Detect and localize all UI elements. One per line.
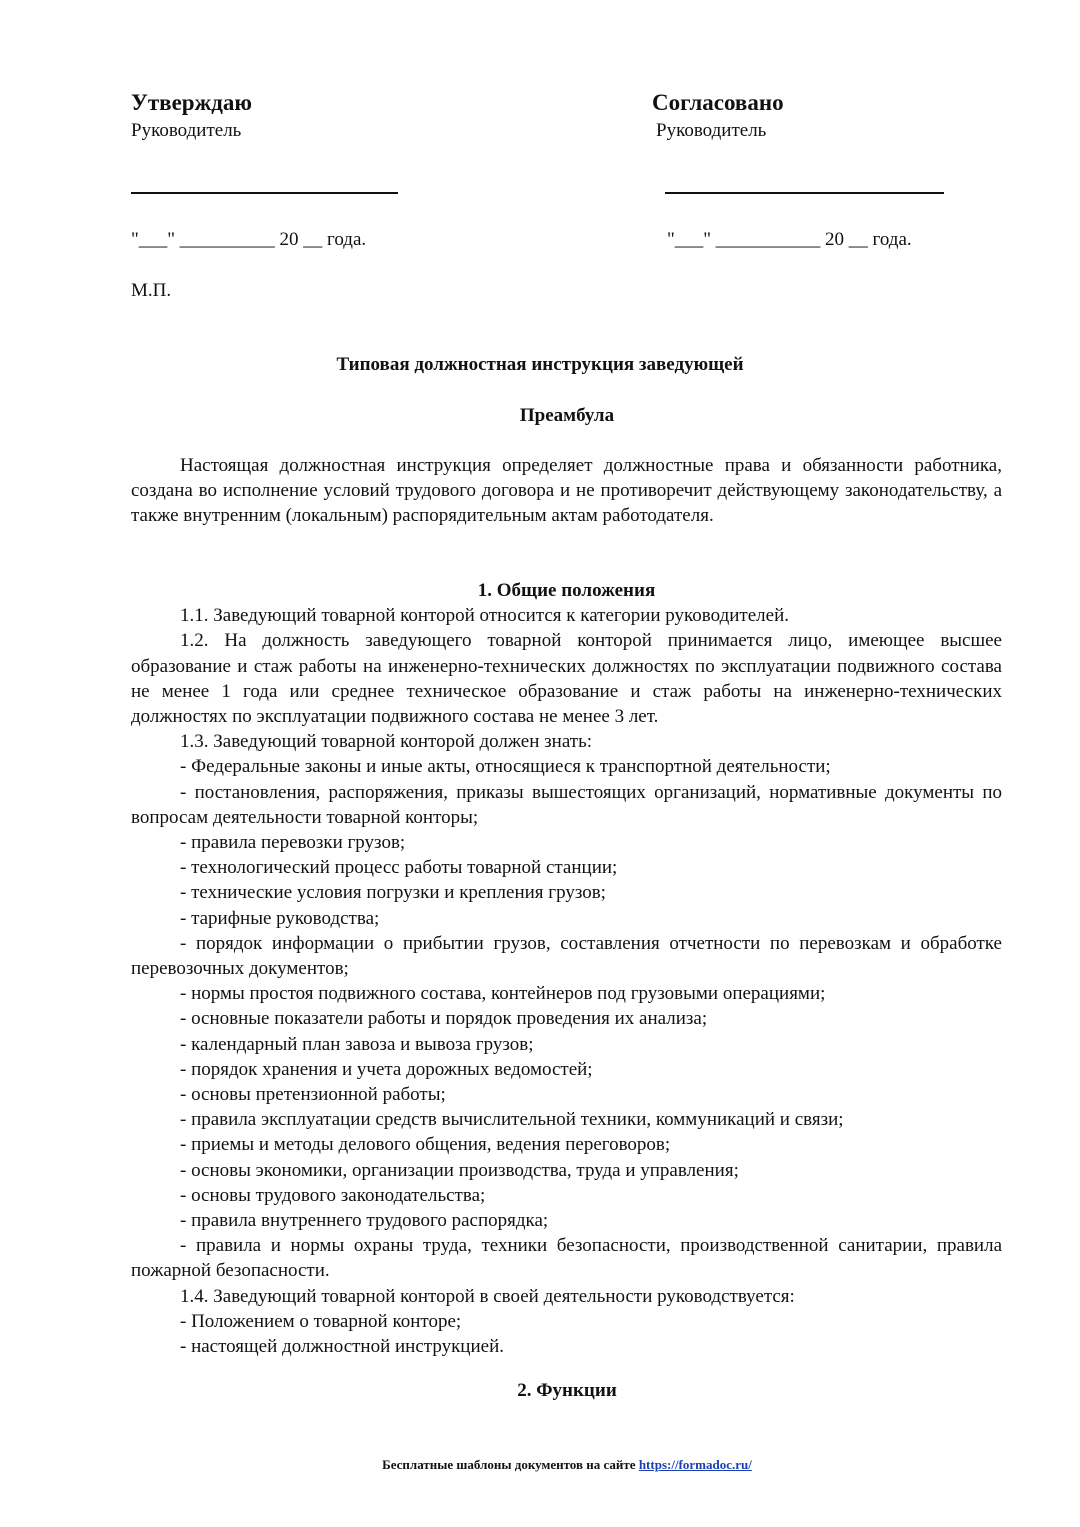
section-1-heading: 1. Общие положения [477, 580, 656, 601]
list-item: - правила эксплуатации средств вычислительной техники, коммуникаций и связи; [180, 1109, 844, 1131]
section-2-heading: 2. Функции [517, 1380, 617, 1401]
list-item: - правила и нормы охраны труда, техники безопасности, производственной санитарии, правила пожарной безопасности. [131, 1235, 1002, 1282]
list-item: - Положением о товарной конторе; [180, 1310, 462, 1332]
list-item: - правила перевозки грузов; [180, 832, 406, 854]
preamble-block [131, 453, 1002, 529]
list-item: - основы претензионной работы; [180, 1084, 446, 1106]
list-item: - приемы и методы делового общения, ведения переговоров; [180, 1134, 671, 1156]
clause-1-1: 1.1. Заведующий товарной конторой относится к категории руководителей. [180, 605, 789, 627]
clause-1-3: 1.3. Заведующий товарной конторой должен знать: [180, 731, 593, 753]
list-item: - Федеральные законы и иные акты, относящиеся к транспортной деятельности; [180, 756, 831, 778]
list-item: - порядок хранения и учета дорожных ведомостей; [180, 1058, 593, 1080]
agree-role: Руководитель [656, 120, 767, 141]
approve-role: Руководитель [131, 120, 242, 141]
preamble-paragraph: Настоящая должностная инструкция определяет должностные права и обязанности работника, создана во исполнение условий трудового договора и не противоречит действующему законодательству, а также внутренним (локальным) распорядительным актам работодателя. [131, 455, 1002, 527]
stamp-label: М.П. [131, 280, 172, 301]
clause-1-4: 1.4. Заведующий товарной конторой в своей деятельности руководствуется: [180, 1285, 795, 1307]
agree-title: Согласовано [652, 90, 784, 115]
list-item: - технологический процесс работы товарной станции; [180, 857, 618, 879]
approve-signature-line [131, 192, 398, 194]
list-item: - календарный план завоза и вывоза грузов; [180, 1033, 534, 1055]
list-item: - тарифные руководства; [180, 907, 380, 929]
list-item: - основы экономики, организации производства, труда и управления; [180, 1159, 739, 1181]
agree-date: "___" ___________ 20 __ года. [667, 229, 912, 250]
footer [0, 1457, 1080, 1473]
list-item: - нормы простоя подвижного состава, контейнеров под грузовыми операциями; [180, 983, 826, 1005]
list-item: - порядок информации о прибытии грузов, составления отчетности по перевозкам и обработке перевозочных документов; [131, 932, 1002, 980]
preamble-heading: Преамбула [519, 405, 615, 426]
footer-text: Бесплатные шаблоны документов на сайте [382, 1457, 636, 1472]
list-item: - основные показатели работы и порядок проведения их анализа; [180, 1008, 708, 1030]
list-item: - постановления, распоряжения, приказы вышестоящих организаций, нормативные документы по вопросам деятельности товарной конторы; [131, 781, 1002, 828]
list-item: - правила внутреннего трудового распорядка; [180, 1210, 549, 1232]
footer-link[interactable]: https://formadoc.ru/ [638, 1457, 752, 1472]
approve-title: Утверждаю [131, 90, 252, 115]
clause-1-2: 1.2. На должность заведующего товарной конторой принимается лицо, имеющее высшее образование и стаж работы на инженерно-технических должностях по эксплуатации подвижного состава не менее 1 года или среднее техническое образование и стаж работы на инженерно-технических должностях по эксплуатации подвижного состава не менее 3 лет. [131, 630, 1002, 728]
approve-date: "___" __________ 20 __ года. [131, 229, 367, 250]
section-general [131, 578, 1002, 1359]
list-item: - настоящей должностной инструкцией. [180, 1336, 504, 1358]
document-title: Типовая должностная инструкция заведующей [336, 354, 744, 375]
list-item: - технические условия погрузки и крепления грузов; [180, 882, 606, 904]
agree-signature-line [665, 192, 944, 194]
list-item: - основы трудового законодательства; [180, 1184, 486, 1206]
